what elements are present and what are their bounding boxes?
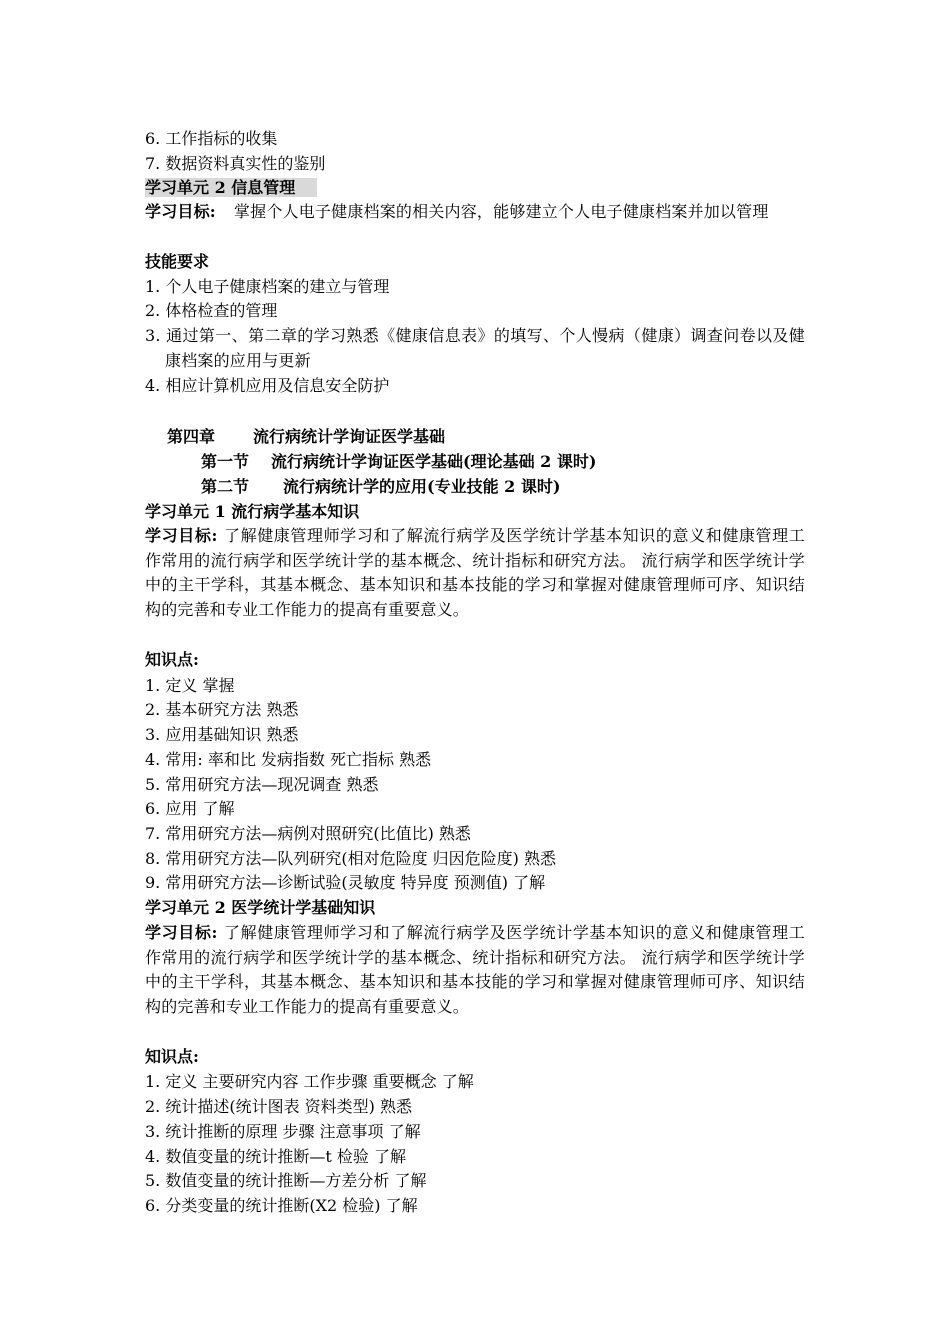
section-1-heading (201, 450, 596, 474)
skill-item-2: 2. 体格检查的管理 (145, 301, 278, 320)
ch4-unit2-kp-3: 3. 统计推断的原理 步骤 注意事项 了解 (145, 1122, 421, 1141)
ch4-unit2-kp-6: 6. 分类变量的统计推断(X2 检验) 了解 (145, 1196, 418, 1215)
ch4-unit2-heading: 学习单元 2 医学统计学基础知识 (145, 898, 376, 917)
ch4-unit2-kp-1: 1. 定义 主要研究内容 工作步骤 重要概念 了解 (145, 1072, 474, 1091)
ch4-unit1-kp-3: 3. 应用基础知识 熟悉 (145, 725, 299, 744)
ch4-unit1-kp-4: 4. 常用: 率和比 发病指数 死亡指标 熟悉 (145, 750, 432, 769)
unit-goal (145, 200, 805, 225)
section-1-number: 第一节 (201, 452, 250, 471)
ch4-unit2-kp-label: 知识点: (145, 1047, 199, 1066)
goal-text: 掌握个人电子健康档案的相关内容，能够建立个人电子健康档案并加以管理 (233, 202, 769, 221)
section-2-number: 第二节 (201, 477, 250, 496)
prev-item-7: 7. 数据资料真实性的鉴别 (145, 154, 326, 173)
ch4-unit1-kp-7: 7. 常用研究方法—病例对照研究(比值比) 熟悉 (145, 824, 471, 843)
ch4-unit2-goal-label: 学习目标: (145, 923, 218, 942)
prev-item-6: 6. 工作指标的收集 (145, 129, 278, 148)
chapter-heading (167, 425, 445, 449)
ch4-unit2-kp-4: 4. 数值变量的统计推断—t 检验 了解 (145, 1147, 406, 1166)
ch4-unit1-kp-9: 9. 常用研究方法—诊断试验(灵敏度 特异度 预测值) 了解 (145, 873, 546, 892)
ch4-unit1-heading: 学习单元 1 流行病学基本知识 (145, 502, 360, 521)
unit-heading-highlight: 学习单元 2 信息管理 (145, 178, 317, 197)
ch4-unit1-kp-label: 知识点: (145, 650, 199, 669)
skill-item-4: 4. 相应计算机应用及信息安全防护 (145, 376, 390, 395)
ch4-unit1-kp-8: 8. 常用研究方法—队列研究(相对危险度 归因危险度) 熟悉 (145, 849, 557, 868)
ch4-unit1-kp-2: 2. 基本研究方法 熟悉 (145, 700, 299, 719)
chapter-number: 第四章 (167, 427, 216, 446)
skill-item-1: 1. 个人电子健康档案的建立与管理 (145, 277, 390, 296)
ch4-unit2-kp-2: 2. 统计描述(统计图表 资料类型) 熟悉 (145, 1097, 413, 1116)
ch4-unit2-goal-text: 了解健康管理师学习和了解流行病学及医学统计学基本知识的意义和健康管理工作常用的流行病学和医学统计学的基本概念、统计指标和研究方法。 流行病学和医学统计学中的主干学科，其基本概念、基本知识和基本技能的学习和掌握对健康管理师可序、知识结构的完善和专业工作能力的提高有重要意义。 (145, 923, 805, 1016)
ch4-unit2-goal (145, 921, 805, 1019)
section-2-title: 流行病统计学的应用(专业技能 2 课时) (283, 477, 561, 496)
skill-item-3: 3. 通过第一、第二章的学习熟悉《健康信息表》的填写、个人慢病（健康）调查问卷以及健康档案的应用与更新 (145, 326, 805, 370)
ch4-unit1-kp-6: 6. 应用 了解 (145, 799, 235, 818)
skills-heading: 技能要求 (145, 252, 210, 271)
ch4-unit1-kp-1: 1. 定义 掌握 (145, 676, 235, 695)
ch4-unit1-kp-5: 5. 常用研究方法—现况调查 熟悉 (145, 775, 379, 794)
section-1-title: 流行病统计学询证医学基础(理论基础 2 课时) (271, 452, 597, 471)
unit-heading (145, 176, 317, 200)
chapter-title: 流行病统计学询证医学基础 (253, 427, 446, 446)
section-2-heading (201, 475, 560, 499)
goal-label: 学习目标: (145, 202, 216, 221)
ch4-unit1-goal-label: 学习目标: (145, 526, 218, 545)
ch4-unit2-kp-5: 5. 数值变量的统计推断—方差分析 了解 (145, 1171, 427, 1190)
ch4-unit1-goal-text: 了解健康管理师学习和了解流行病学及医学统计学基本知识的意义和健康管理工作常用的流行病学和医学统计学的基本概念、统计指标和研究方法。 流行病学和医学统计学中的主干学科，其基本概念、基本知识和基本技能的学习和掌握对健康管理师可序、知识结构的完善和专业工作能力的提高有重要意义。 (145, 526, 805, 619)
ch4-unit1-goal (145, 524, 805, 622)
